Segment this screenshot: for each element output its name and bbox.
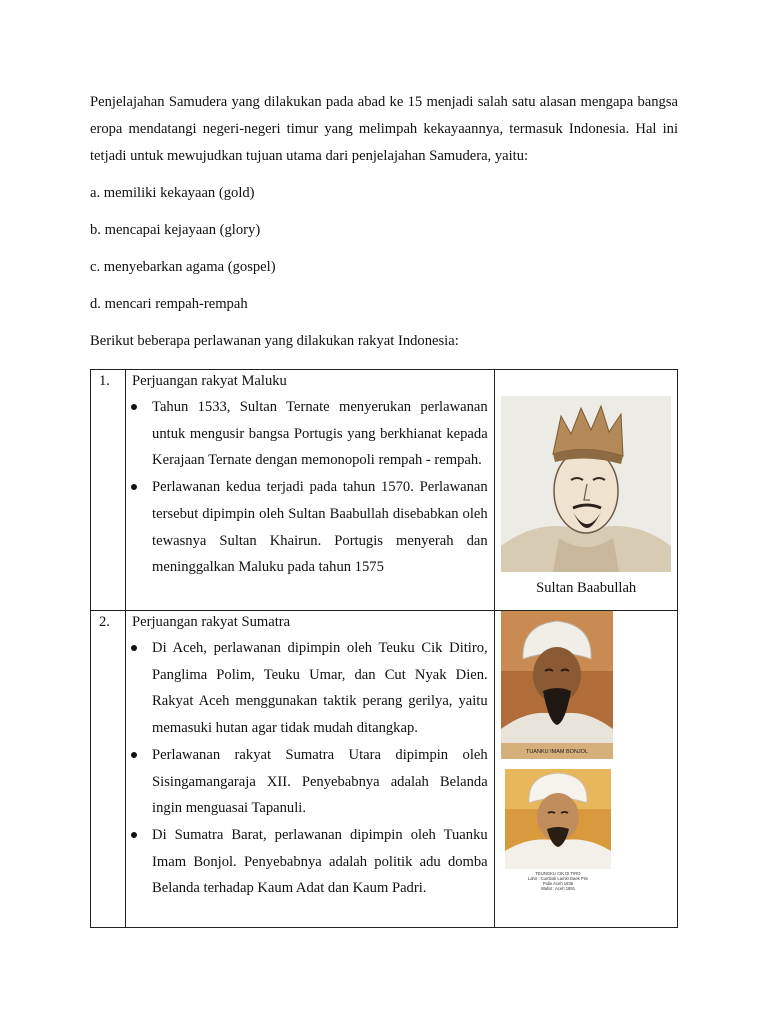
bullet-item: Tahun 1533, Sultan Ternate menyerukan perlawanan untuk mengusir bangsa Portugis yang berkhianat kepada Kerajaan Ternate dengan memonopoli rempah - rempah.: [152, 394, 488, 474]
row-text-cell: [126, 611, 495, 928]
document-body: [90, 89, 678, 365]
goal-item: d. mencari rempah-rempah: [90, 296, 248, 312]
goal-item: c. menyebarkan agama (gospel): [90, 259, 276, 275]
portrait-label: TUANKU IMAM BONJOL: [525, 749, 588, 755]
table-row: [91, 370, 678, 611]
row-title: Perjuangan rakyat Maluku: [132, 373, 287, 389]
row-number: 2.: [99, 614, 110, 630]
sultan-baabullah-portrait: [501, 396, 671, 572]
bullet-item: Di Aceh, perlawanan dipimpin oleh Teuku Cik Ditiro, Panglima Polim, Teuku Umar, dan Cut Nyak Dien. Rakyat Aceh menggunakan taktik perang gerilya, yaitu memasuki hutan agar tidak mudah ditangkap.: [152, 635, 488, 742]
row-title: Perjuangan rakyat Sumatra: [132, 614, 291, 630]
portrait-label: Wafat : Aceh 1891: [540, 886, 575, 891]
row-number: 1.: [99, 373, 110, 389]
bullet-list: [126, 394, 494, 581]
intro-paragraph: Penjelajahan Samudera yang dilakukan pada abad ke 15 menjadi salah satu alasan mengapa bangsa eropa mendatangi negeri-negeri timur yang melimpah kekayaannya, termasuk Indonesia. Hal ini tetjadi untuk mewujudkan tujuan utama dari penjelajahan Samudera, yaitu:: [90, 94, 678, 164]
teungku-cik-di-tiro-portrait: [505, 769, 611, 893]
row-number-cell: [91, 370, 126, 611]
row-text-cell: [126, 370, 495, 611]
goal-item: b. mencapai kejayaan (glory): [90, 222, 261, 238]
portrait-label: TEUNGKU CIK DI TIRO: [535, 871, 581, 876]
portrait-label: Lahir : Cumbok Lamlo Daek Pim: [527, 876, 588, 881]
bullet-item: Di Sumatra Barat, perlawanan dipimpin oleh Tuanku Imam Bonjol. Penyebabnya adalah politik adu domba Belanda terhadap Kaum Adat dan Kaum Padri.: [152, 822, 488, 902]
row-number-cell: [91, 611, 126, 928]
row-image-cell: [494, 611, 677, 928]
row-image-cell: [494, 370, 677, 611]
portrait-caption: Sultan Baabullah: [536, 580, 637, 596]
bullet-list: [126, 635, 494, 902]
resistance-table: [90, 369, 678, 928]
table-lead-text: Berikut beberapa perlawanan yang dilakukan rakyat Indonesia:: [90, 333, 459, 349]
portrait-label: Pidie Aceh 1836: [542, 881, 573, 886]
goal-item: a. memiliki kekayaan (gold): [90, 185, 255, 201]
bullet-item: Perlawanan rakyat Sumatra Utara dipimpin oleh Sisingamangaraja XII. Penyebabnya adalah Belanda ingin menguasai Tapanuli.: [152, 742, 488, 822]
bullet-item: Perlawanan kedua terjadi pada tahun 1570. Perlawanan tersebut dipimpin oleh Sultan Baabullah disebabkan oleh tewasnya Sultan Khairun. Portugis menyerah dan meninggalkan Maluku pada tahun 1575: [152, 474, 488, 581]
tuanku-imam-bonjol-portrait: [501, 611, 613, 759]
table-row: [91, 611, 678, 928]
